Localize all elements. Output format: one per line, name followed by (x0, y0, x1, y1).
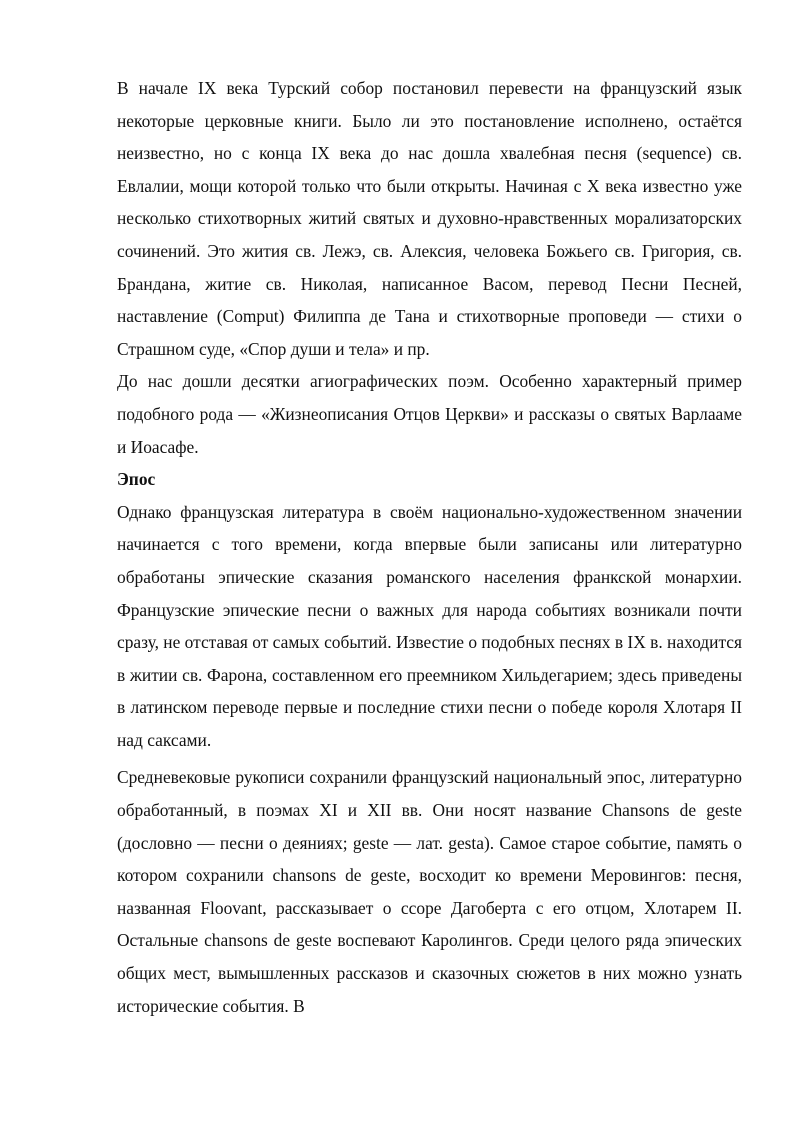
document-page (117, 72, 742, 1022)
paragraph-epic-origins: Однако французская литература в своём национально-художественном значении начинается с того времени, когда впервые были записаны или литературно обработаны эпические сказания романского населения франкской монархии. Французские эпические песни о важных для народа событиях возникали почти сразу, не отставая от самых событий. Известие о подобных песнях в IX в. находится в житии св. Фарона, составленном его преемником Хильдегарием; здесь приведены в латинском переводе первые и последние стихи песни о победе короля Хлотаря II над саксами. (117, 501, 742, 750)
paragraph-hagiographic-poems: До нас дошли десятки агиографических поэм. Особенно характерный пример подобного рода — «Жизнеописания Отцов Церкви» и рассказы о святых Варлааме и Иоасафе. (117, 371, 742, 457)
paragraph-chansons-de-geste: Средневековые рукописи сохранили французский национальный эпос, литературно обработанный, в поэмах XI и XII вв. Они носят название Chansons de geste (дословно — песни о деяниях; geste — лат. gesta). Самое старое событие, память о котором сохранили chansons de geste, восходит ко времени Меровингов: песня, названная Floovant, рассказывает о ссоре Дагоберта с его отцом, Хлотарем II. Остальные chansons de geste воспевают Каролингов. Среди целого ряда эпических общих мест, вымышленных рассказов и сказочных сюжетов в них можно узнать исторические события. В (117, 767, 742, 1016)
section-heading-epos: Эпос (117, 469, 156, 490)
paragraph-turs-council: В начале IX века Турский собор постановил перевести на французский язык некоторые церковные книги. Было ли это постановление исполнено, остаётся неизвестно, но с конца IX века до нас дошла хвалебная песня (sequence) св. Евлалии, мощи которой только что были открыты. Начиная с X века известно уже несколько стихотворных житий святых и духовно-нравственных морализаторских сочинений. Это жития св. Лежэ, св. Алексия, человека Божьего св. Григория, св. Брандана, житие св. Николая, написанное Васом, перевод Песни Песней, наставление (Comput) Филиппа де Тана и стихотворные проповеди — стихи о Страшном суде, «Спор души и тела» и пр. (117, 78, 742, 359)
